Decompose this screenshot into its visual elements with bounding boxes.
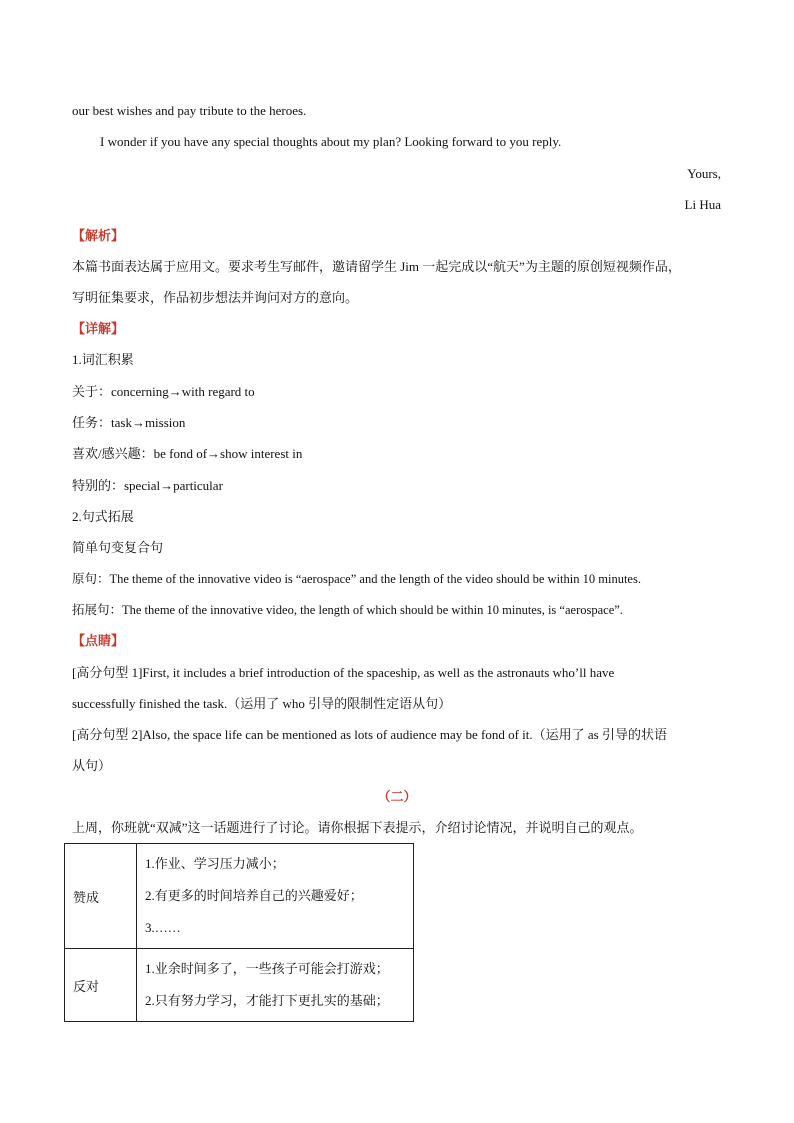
analysis-line-1: 本篇书面表达属于应用文。要求考生写邮件，邀请留学生 Jim 一起完成以“航天”为主题的原创短视频作品， bbox=[72, 259, 681, 274]
analysis-heading: 【解析】 bbox=[72, 228, 125, 243]
opinion-table bbox=[64, 843, 414, 1022]
row-content-support bbox=[137, 844, 414, 949]
list-item: 1.业余时间多了，一些孩子可能会打游戏； bbox=[145, 961, 389, 976]
analysis-line-2: 写明征集要求，作品初步想法并询问对方的意向。 bbox=[72, 290, 359, 305]
row-content-oppose bbox=[137, 949, 414, 1022]
highlight-1-line-1: [高分句型 1]First, it includes a brief introduction of the spaceship, as well as the astronauts who’ll have bbox=[72, 665, 615, 680]
list-item: 2.只有努力学习，才能打下更扎实的基础； bbox=[145, 993, 389, 1008]
vocab-item: 特别的：special→particular bbox=[72, 478, 223, 493]
vocab-title: 1.词汇积累 bbox=[72, 352, 134, 367]
highlight-1-line-2: successfully finished the task.（运用了 who 引导的限制性定语从句） bbox=[72, 696, 452, 711]
vocab-item: 关于：concerning→with regard to bbox=[72, 384, 255, 399]
row-label-support: 赞成 bbox=[65, 844, 137, 949]
original-sentence: 原句：The theme of the innovative video is “aerospace” and the length of the video should be within 10 minutes. bbox=[72, 572, 641, 586]
sentence-subtitle: 简单句变复合句 bbox=[72, 540, 164, 555]
vocab-item: 喜欢/感兴趣：be fond of→show interest in bbox=[72, 446, 303, 461]
table-row bbox=[65, 949, 414, 1022]
letter-line-2: I wonder if you have any special thoughts about my plan? Looking forward to you reply. bbox=[100, 134, 562, 149]
row-label-oppose: 反对 bbox=[65, 949, 137, 1022]
list-item: 3.…… bbox=[145, 920, 181, 935]
details-heading: 【详解】 bbox=[72, 321, 125, 336]
highlight-2-line-1: [高分句型 2]Also, the space life can be mentioned as lots of audience may be fond of it.（运用了 as 引导的状语 bbox=[72, 727, 667, 742]
letter-signature: Li Hua bbox=[684, 197, 721, 212]
letter-line-1: our best wishes and pay tribute to the heroes. bbox=[72, 103, 307, 118]
list-item: 1.作业、学习压力减小； bbox=[145, 856, 285, 871]
expanded-sentence: 拓展句：The theme of the innovative video, the length of which should be within 10 minutes, is “aerospace”. bbox=[72, 603, 623, 617]
highlight-2-line-2: 从句） bbox=[72, 758, 112, 773]
part-two-prompt: 上周，你班就“双减”这一话题进行了讨论。请你根据下表提示，介绍讨论情况，并说明自己的观点。 bbox=[72, 820, 643, 835]
letter-closing: Yours, bbox=[687, 166, 721, 181]
vocab-item: 任务：task→mission bbox=[72, 415, 186, 430]
part-two-heading: （二） bbox=[377, 789, 417, 804]
list-item: 2.有更多的时间培养自己的兴趣爱好； bbox=[145, 888, 363, 903]
sentence-title: 2.句式拓展 bbox=[72, 509, 134, 524]
table-row bbox=[65, 844, 414, 949]
highlights-heading: 【点睛】 bbox=[72, 633, 125, 648]
